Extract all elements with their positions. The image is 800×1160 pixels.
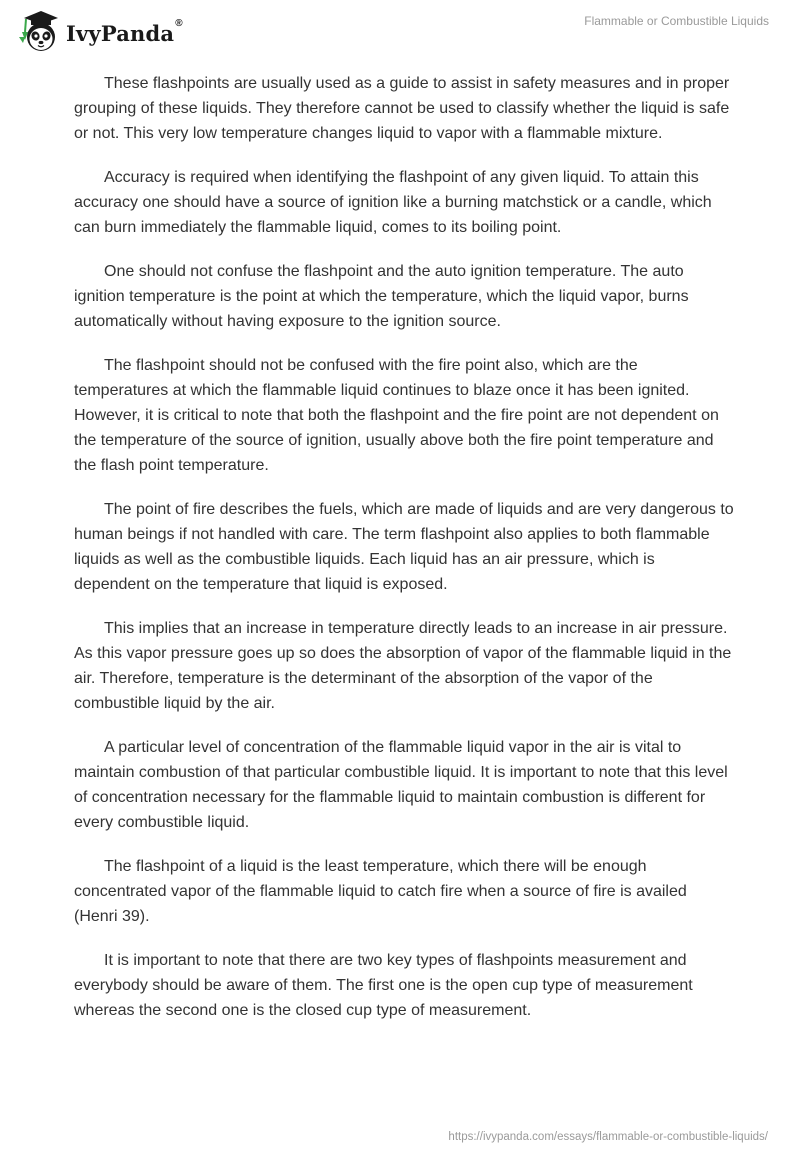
paragraph: The flashpoint should not be confused with the fire point also, which are the temperatures at which the flammable liquid continues to blaze once it has been ignited. However, it is critical to note that both the flashpoint and the fire point are not dependent on the temperature of the source of ignition, usually above both the fire point temperature and the flash point temperature. bbox=[74, 357, 719, 474]
paragraph: The flashpoint of a liquid is the least temperature, which there will be enough concentrated vapor of the flammable liquid to catch fire when a source of fire is availed (Henri 39). bbox=[74, 858, 687, 925]
paragraph: The point of fire describes the fuels, which are made of liquids and are very dangerous to human beings if not handled with care. The term flashpoint also applies to both flammable liquids as well as the combustible liquids. Each liquid has an air pressure, which is dependent on the temperature that liquid is exposed. bbox=[74, 501, 734, 593]
panda-graduation-cap-icon bbox=[14, 10, 60, 54]
page-header bbox=[0, 0, 800, 60]
source-url[interactable]: https://ivypanda.com/essays/flammable-or-combustible-liquids/ bbox=[448, 1131, 768, 1143]
logo-text bbox=[66, 17, 183, 46]
logo-wordmark: IvyPanda bbox=[66, 20, 175, 46]
paragraph: It is important to note that there are two key types of flashpoints measurement and everybody should be aware of them. The first one is the open cup type of measurement whereas the second one is the closed cup type of measurement. bbox=[74, 952, 693, 1019]
essay-body bbox=[74, 71, 734, 1042]
paragraph: Accuracy is required when identifying the flashpoint of any given liquid. To attain this accuracy one should have a source of ignition like a burning matchstick or a candle, which can burn immediately the flammable liquid, comes to its boiling point. bbox=[74, 169, 712, 236]
registered-mark: ® bbox=[175, 17, 183, 29]
paragraph: These flashpoints are usually used as a guide to assist in safety measures and in proper grouping of these liquids. They therefore cannot be used to classify whether the liquid is safe or not. This very low temperature changes liquid to vapor with a flammable mixture. bbox=[74, 75, 730, 142]
paragraph: This implies that an increase in temperature directly leads to an increase in air pressure. As this vapor pressure goes up so does the absorption of vapor of the flammable liquid in the air. Therefore, temperature is the determinant of the absorption of the vapor of the combustible liquid by the air. bbox=[74, 620, 732, 712]
ivypanda-logo[interactable] bbox=[14, 10, 183, 54]
paragraph: A particular level of concentration of the flammable liquid vapor in the air is vital to maintain combustion of that particular combustible liquid. It is important to note that this level of concentration necessary for the flammable liquid to maintain combustion is different for every combustible liquid. bbox=[74, 739, 728, 831]
paragraph: One should not confuse the flashpoint and the auto ignition temperature. The auto ignition temperature is the point at which the temperature, which the liquid vapor, burns automatically without having exposure to the ignition source. bbox=[74, 263, 689, 330]
document-title: Flammable or Combustible Liquids bbox=[584, 14, 769, 28]
